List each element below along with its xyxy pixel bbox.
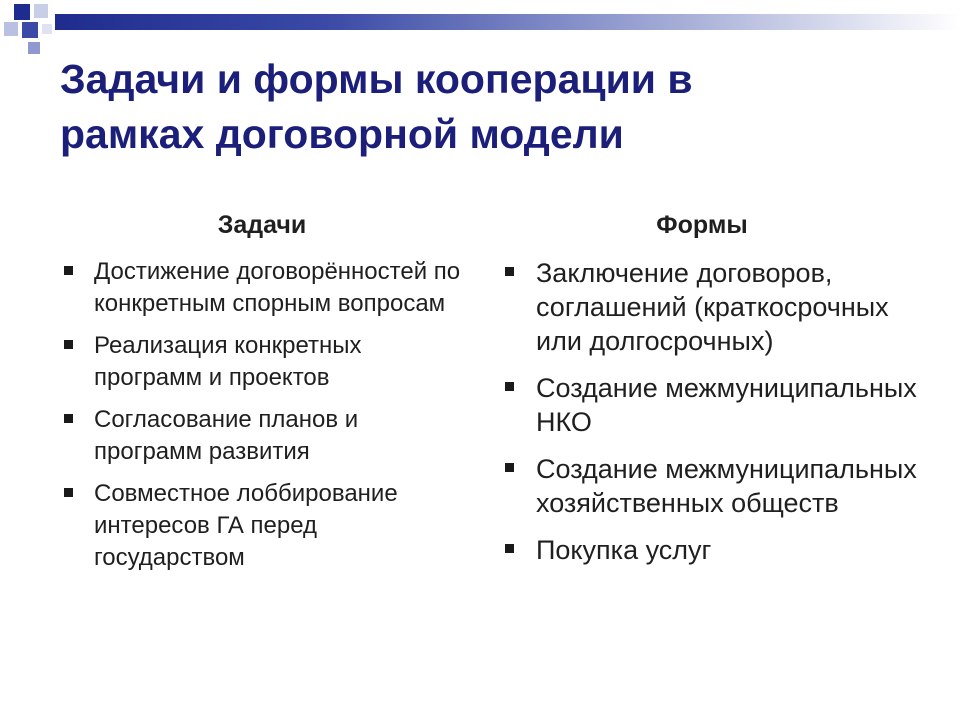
list-item [502, 371, 922, 439]
list-item-text: Согласование планов и программ развития [94, 406, 359, 465]
list-item [62, 404, 462, 468]
square-bullet-icon [64, 340, 73, 349]
list-item-text: Создание межмуниципальных НКО [536, 373, 917, 437]
list-item-text: Достижение договорённостей по конкретным спорным вопросам [94, 258, 461, 317]
square-bullet-icon [505, 463, 514, 472]
list-item-text: Заключение договоров, соглашений (краткосрочных или долгосрочных) [536, 258, 889, 356]
forms-heading: Формы [656, 211, 748, 239]
decor-square [28, 42, 40, 54]
tasks-list [62, 256, 462, 574]
square-bullet-icon [64, 266, 73, 275]
square-bullet-icon [505, 267, 514, 276]
decor-square [42, 24, 52, 34]
decor-square [34, 4, 48, 18]
list-item [502, 256, 922, 358]
square-bullet-icon [64, 414, 73, 423]
slide-title [60, 52, 920, 162]
list-item [62, 478, 462, 574]
forms-list [502, 256, 922, 567]
decor-square [14, 4, 30, 20]
list-item [62, 256, 462, 320]
decor-square [22, 22, 38, 38]
tasks-heading: Задачи [217, 211, 307, 239]
square-bullet-icon [505, 382, 514, 391]
list-item [502, 533, 922, 567]
list-item [62, 330, 462, 394]
list-item-text: Создание межмуниципальных хозяйственных обществ [536, 454, 917, 518]
header-gradient-band [55, 14, 960, 30]
square-bullet-icon [64, 488, 73, 497]
slide-title-line-1: Задачи и формы кооперации в [60, 56, 693, 102]
slide-title-line-2: рамках договорной модели [60, 111, 624, 157]
list-item [502, 452, 922, 520]
forms-column [502, 208, 922, 580]
tasks-column [62, 208, 462, 584]
decor-square [4, 22, 18, 36]
list-item-text: Покупка услуг [536, 535, 712, 565]
square-bullet-icon [505, 544, 514, 553]
list-item-text: Реализация конкретных программ и проектов [94, 332, 362, 391]
list-item-text: Совместное лоббирование интересов ГА перед государством [94, 480, 398, 571]
